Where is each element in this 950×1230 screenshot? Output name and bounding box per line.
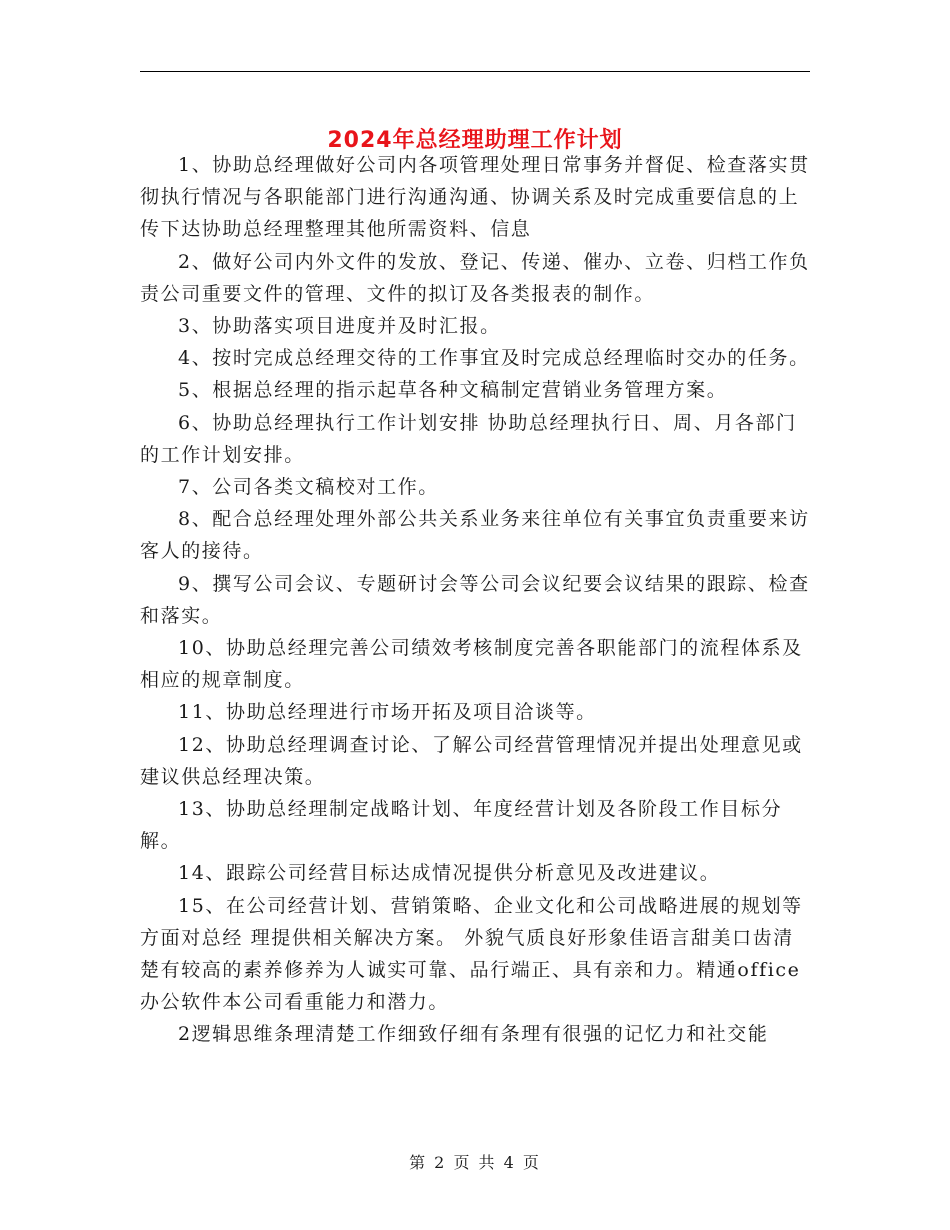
- paragraph-14: 14、跟踪公司经营目标达成情况提供分析意见及改进建议。: [178, 862, 721, 885]
- paragraph-4: 4、按时完成总经理交待的工作事宜及时完成总经理临时交办的任务。: [178, 347, 810, 370]
- paragraph-13: 13、协助总经理制定战略计划、年度经营计划及各阶段工作目标分解。: [140, 798, 783, 853]
- paragraph-6: 6、协助总经理执行工作计划安排 协助总经理执行日、周、月各部门的工作计划安排。: [140, 411, 797, 466]
- paragraph-9: 9、撰写公司会议、专题研讨会等公司会议纪要会议结果的跟踪、检查和落实。: [140, 572, 810, 627]
- page-number-footer: 第 2 页 共 4 页: [409, 1153, 541, 1172]
- paragraph-10: 10、协助总经理完善公司绩效考核制度完善各职能部门的流程体系及相应的规章制度。: [140, 637, 803, 692]
- paragraph-11: 11、协助总经理进行市场开拓及项目洽谈等。: [178, 701, 597, 724]
- document-body: [140, 149, 812, 1051]
- paragraph-8: 8、配合总经理处理外部公共关系业务来往单位有关事宜负责重要来访客人的接待。: [140, 508, 810, 563]
- paragraph-1: 1、协助总经理做好公司内各项管理处理日常事务并督促、检查落实贯彻执行情况与各职能部门进行沟通沟通、协调关系及时完成重要信息的上传下达协助总经理整理其他所需资料、信息: [140, 154, 810, 241]
- document-title: 2024年总经理助理工作计划: [327, 127, 623, 153]
- paragraph-5: 5、根据总经理的指示起草各种文稿制定营销业务管理方案。: [178, 379, 728, 402]
- paragraph-16: 2逻辑思维条理清楚工作细致仔细有条理有很强的记忆力和社交能: [178, 1023, 769, 1046]
- paragraph-12: 12、协助总经理调查讨论、了解公司经营管理情况并提出处理意见或建议供总经理决策。: [140, 733, 803, 788]
- paragraph-2: 2、做好公司内外文件的发放、登记、传递、催办、立卷、归档工作负责公司重要文件的管理、文件的拟订及各类报表的制作。: [140, 250, 810, 305]
- paragraph-3: 3、协助落实项目进度并及时汇报。: [178, 315, 501, 338]
- paragraph-7: 7、公司各类文稿校对工作。: [178, 476, 439, 499]
- header-rule: [140, 71, 810, 72]
- paragraph-15: 15、在公司经营计划、营销策略、企业文化和公司战略进展的规划等方面对总经 理提供相关解决方案。 外貌气质良好形象佳语言甜美口齿清楚有较高的素养修养为人诚实可靠、品行端正、具有亲和力。精通office办公软件本公司看重能力和潜力。: [140, 894, 803, 1014]
